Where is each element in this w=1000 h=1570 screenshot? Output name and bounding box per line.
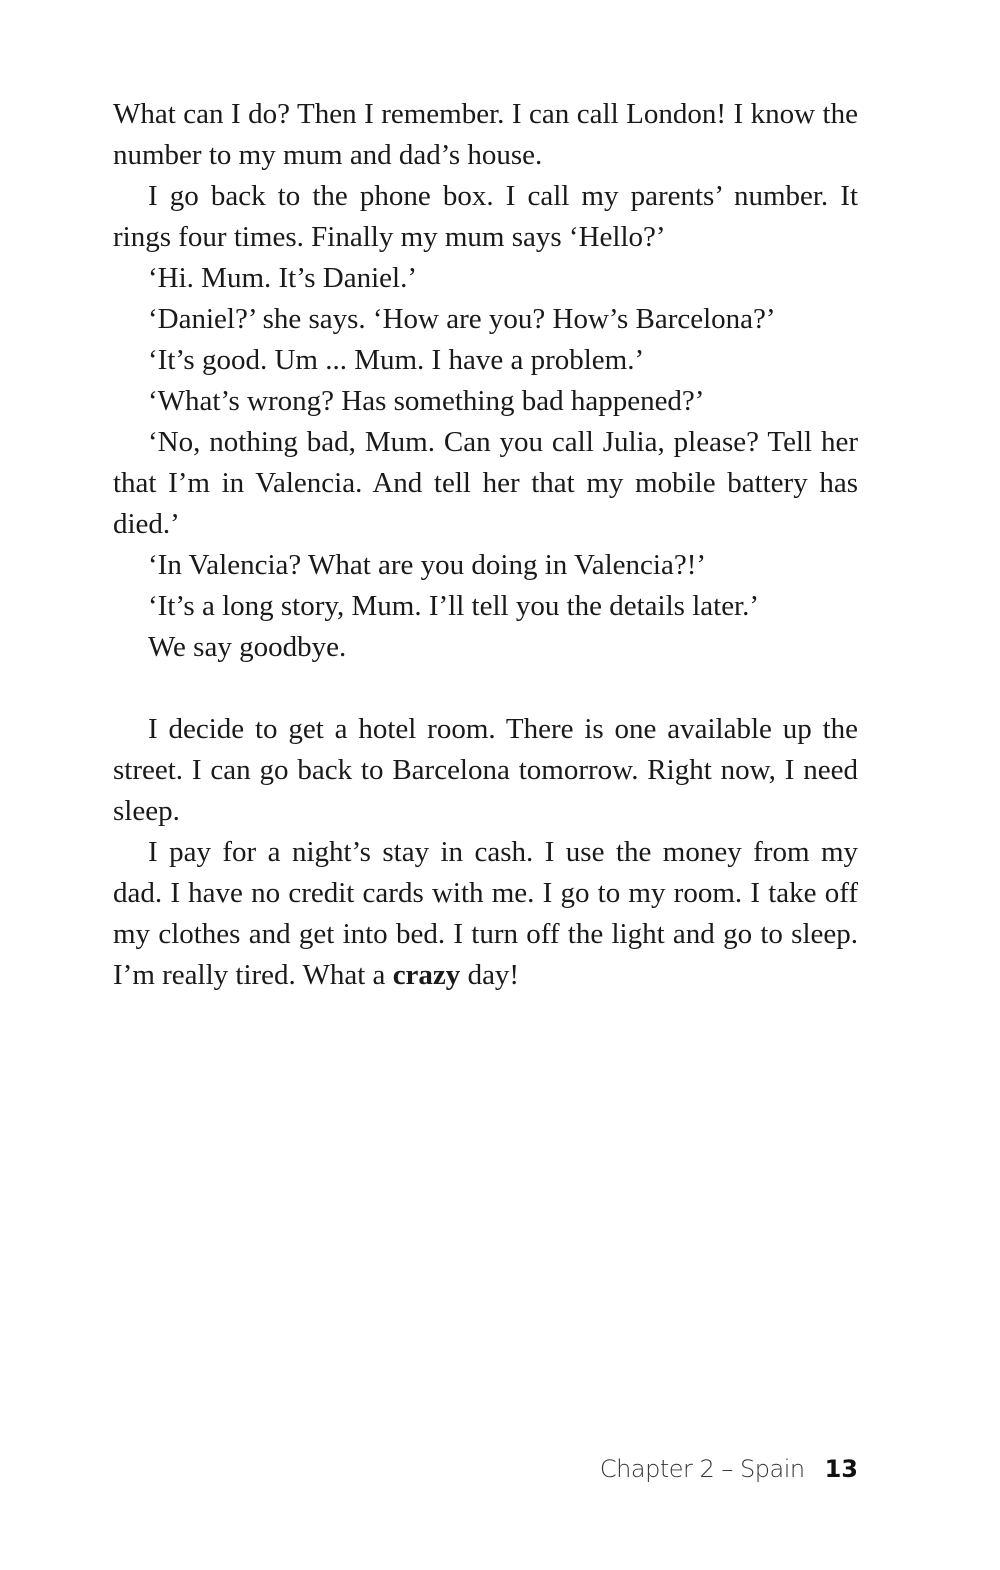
paragraph-6: ‘What’s wrong? Has something bad happened?’ — [148, 385, 705, 417]
paragraph-8: ‘In Valencia? What are you doing in Valencia?!’ — [148, 549, 707, 581]
paragraph-12-tail: day! — [460, 959, 520, 991]
page-body — [113, 94, 858, 996]
section-break — [113, 668, 858, 709]
page-footer — [600, 1455, 858, 1483]
running-head: Chapter 2 – Spain — [599, 1455, 805, 1483]
paragraph-1: What can I do? Then I remember. I can call London! I know the number to my mum and dad’s house. — [113, 98, 858, 171]
paragraph-5: ‘It’s good. Um ... Mum. I have a problem.’ — [148, 344, 645, 376]
paragraph-10: We say goodbye. — [148, 631, 347, 663]
page-number: 13 — [824, 1455, 858, 1483]
paragraph-4: ‘Daniel?’ she says. ‘How are you? How’s Barcelona?’ — [148, 303, 776, 335]
paragraph-3: ‘Hi. Mum. It’s Daniel.’ — [148, 262, 418, 294]
paragraph-7: ‘No, nothing bad, Mum. Can you call Julia, please? Tell her that I’m in Valencia. And tell her that my mobile battery has died.’ — [113, 426, 858, 540]
paragraph-12 — [113, 832, 858, 996]
paragraph-9: ‘It’s a long story, Mum. I’ll tell you the details later.’ — [148, 590, 760, 622]
paragraph-12-text: I pay for a night’s stay in cash. I use the money from my dad. I have no credit cards with me. I go to my room. I take off my clothes and get into bed. I turn off the light and go to sleep. I’m really tired. What a — [113, 836, 858, 991]
bold-word: crazy — [392, 959, 461, 991]
paragraph-2: I go back to the phone box. I call my parents’ number. It rings four times. Finally my mum says ‘Hello?’ — [113, 180, 858, 253]
paragraph-11: I decide to get a hotel room. There is one available up the street. I can go back to Barcelona tomorrow. Right now, I need sleep. — [113, 713, 858, 827]
